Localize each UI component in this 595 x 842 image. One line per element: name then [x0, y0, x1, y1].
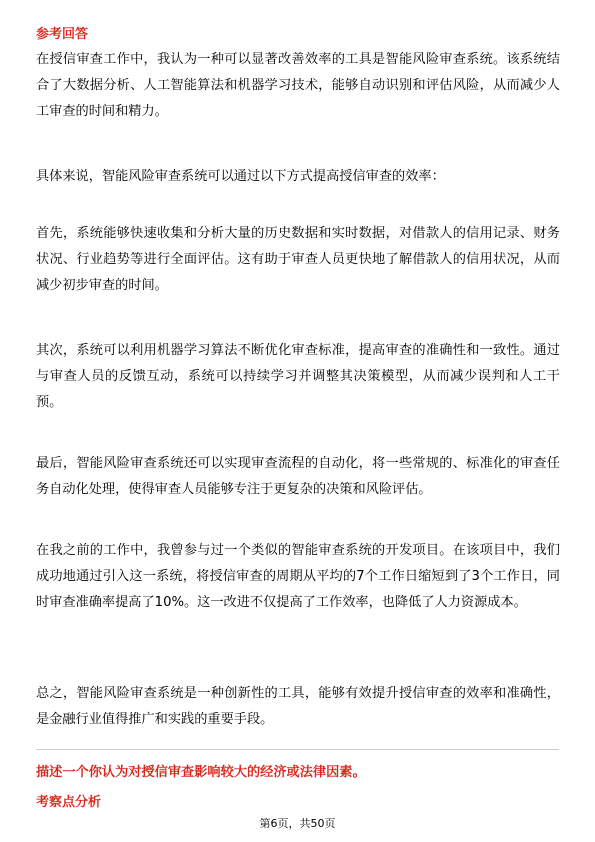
- paragraph-experience: 在我之前的工作中，我曾参与过一个类似的智能审查系统的开发项目。在该项目中，我们成功地通过引入这一系统，将授信审查的周期从平均的7个工作日缩短到了3个工作日，同时审查准确率提高了10%。这一改进不仅提高了工作效率，也降低了人力资源成本。: [36, 543, 560, 610]
- paragraph-first-point: 首先，系统能够快速收集和分析大量的历史数据和实时数据，对借款人的信用记录、财务状况、行业趋势等进行全面评估。这有助于审查人员更快地了解借款人的信用状况，从而减少初步审查的时间。: [36, 226, 560, 293]
- paragraph-third-point: 最后，智能风险审查系统还可以实现审查流程的自动化，将一些常规的、标准化的审查任务自动化处理，使得审查人员能够专注于更复杂的决策和风险评估。: [36, 456, 560, 497]
- paragraph-conclusion: 总之，智能风险审查系统是一种创新性的工具，能够有效提升授信审查的效率和准确性，是金融行业值得推广和实践的重要手段。: [36, 686, 560, 727]
- paragraph-second-point: 其次，系统可以利用机器学习算法不断优化审查标准，提高审查的准确性和一致性。通过与审查人员的反馈互动，系统可以持续学习并调整其决策模型，从而减少误判和人工干预。: [36, 343, 560, 410]
- paragraph-methods-lead: 具体来说，智能风险审查系统可以通过以下方式提高授信审查的效率：: [36, 169, 445, 184]
- paragraph-intro: 在授信审查工作中，我认为一种可以显著改善效率的工具是智能风险审查系统。该系统结合了大数据分析、人工智能算法和机器学习技术，能够自动识别和评估风险，从而减少人工审查的时间和精力。: [36, 52, 560, 119]
- reference-answer-heading: 参考回答: [36, 27, 89, 42]
- page-number-footer: 第6页，共50页: [259, 817, 336, 830]
- next-question: 描述一个你认为对授信审查影响较大的经济或法律因素。: [36, 765, 366, 780]
- section-divider: [36, 749, 559, 750]
- analysis-heading: 考察点分析: [36, 795, 102, 810]
